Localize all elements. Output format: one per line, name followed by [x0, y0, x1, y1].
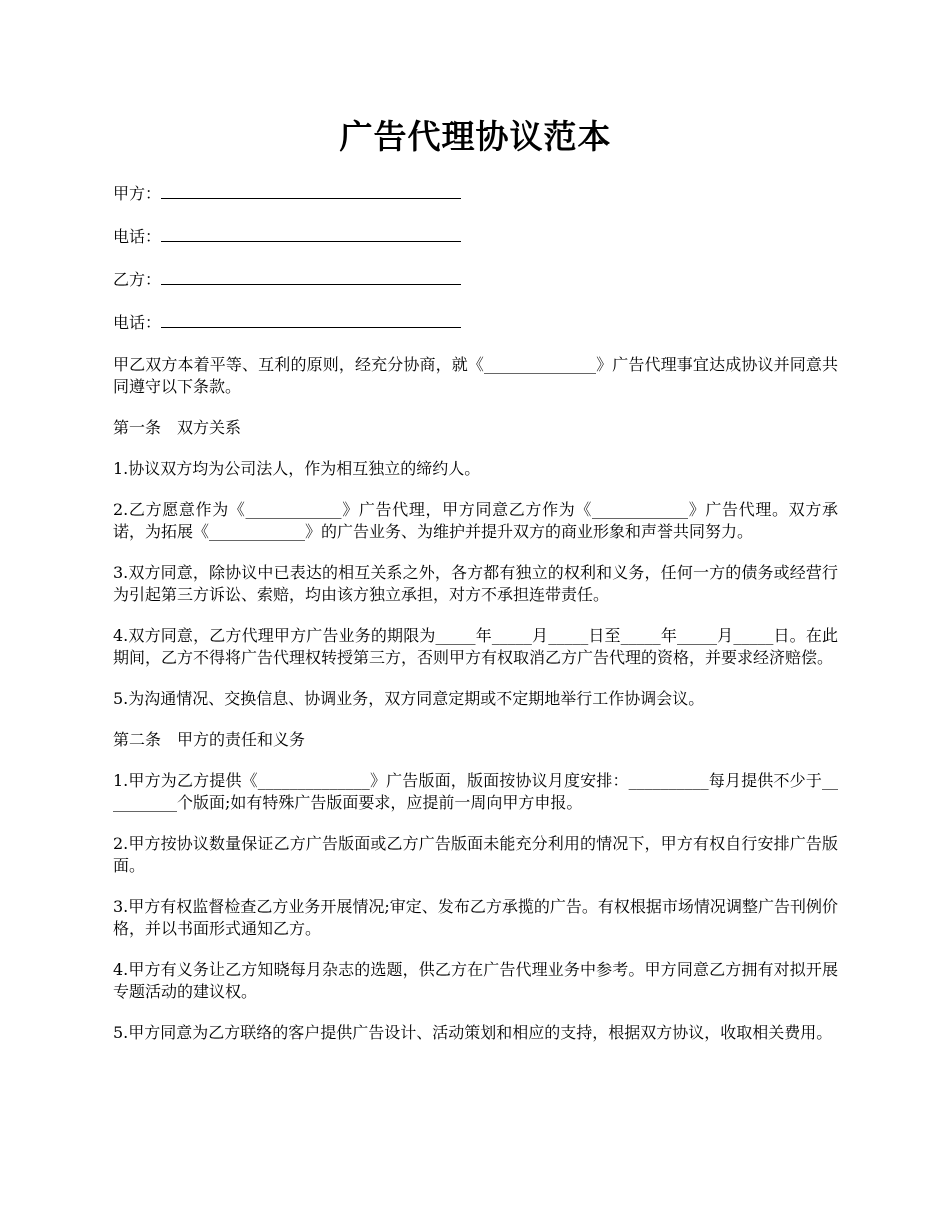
article-1-item-3: 3.双方同意，除协议中已表达的相互关系之外，各方都有独立的权利和义务，任何一方的债务或经营行为引起第三方诉讼、索赔，均由该方独立承担，对方不承担连带责任。	[113, 563, 838, 604]
party-a-blank	[161, 182, 461, 199]
article-1-item-5: 5.为沟通情况、交换信息、协调业务，双方同意定期或不定期地举行工作协调会议。	[113, 689, 705, 708]
article-1-item-4: 4.双方同意，乙方代理甲方广告业务的期限为_____年_____月_____日至_____年_____月_____日。在此期间，乙方不得将广告代理权转授第三方，否则甲方有权取消乙方广告代理的资格，并要求经济赔偿。	[113, 626, 838, 667]
party-b-blank	[161, 268, 461, 285]
article-2-item-2: 2.甲方按协议数量保证乙方广告版面或乙方广告版面未能充分利用的情况下，甲方有权自行安排广告版面。	[113, 834, 838, 875]
party-b-phone-label: 电话：	[113, 313, 162, 332]
article-2-heading: 第二条 甲方的责任和义务	[113, 730, 306, 749]
article-1-item-1: 1.协议双方均为公司法人，作为相互独立的缔约人。	[113, 459, 481, 478]
party-a-phone-field	[113, 225, 838, 248]
document-title: 广告代理协议范本	[339, 117, 612, 156]
article-1-item-2: 2.乙方愿意作为《____________》广告代理，甲方同意乙方作为《____________》广告代理。双方承诺，为拓展《____________》的广告业务、为维护并提升双方的商业形象和声誉共同努力。	[113, 500, 838, 541]
party-a-phone-blank	[161, 225, 461, 242]
article-2-item-4: 4.甲方有义务让乙方知晓每月杂志的选题，供乙方在广告代理业务中参考。甲方同意乙方拥有对拟开展专题活动的建议权。	[113, 960, 838, 1001]
party-b-label: 乙方：	[113, 270, 162, 289]
article-2-item-3: 3.甲方有权监督检查乙方业务开展情况;审定、发布乙方承揽的广告。有权根据市场情况调整广告刊例价格，并以书面形式通知乙方。	[113, 897, 838, 938]
party-b-field	[113, 268, 838, 291]
intro-paragraph: 甲乙双方本着平等、互利的原则，经充分协商，就《______________》广告代理事宜达成协议并同意共同遵守以下条款。	[113, 355, 838, 396]
party-b-phone-field	[113, 311, 838, 334]
article-1-heading: 第一条 双方关系	[113, 418, 242, 437]
article-2-item-5: 5.甲方同意为乙方联络的客户提供广告设计、活动策划和相应的支持，根据双方协议，收取相关费用。	[113, 1023, 833, 1042]
article-2-item-1: 1.甲方为乙方提供《______________》广告版面，版面按协议月度安排：__________每月提供不少于__________个版面;如有特殊广告版面要求，应提前一周向甲方申报。	[113, 771, 838, 812]
party-b-phone-blank	[161, 311, 461, 328]
party-a-label: 甲方：	[113, 184, 162, 203]
party-a-phone-label: 电话：	[113, 227, 162, 246]
party-a-field	[113, 182, 838, 205]
